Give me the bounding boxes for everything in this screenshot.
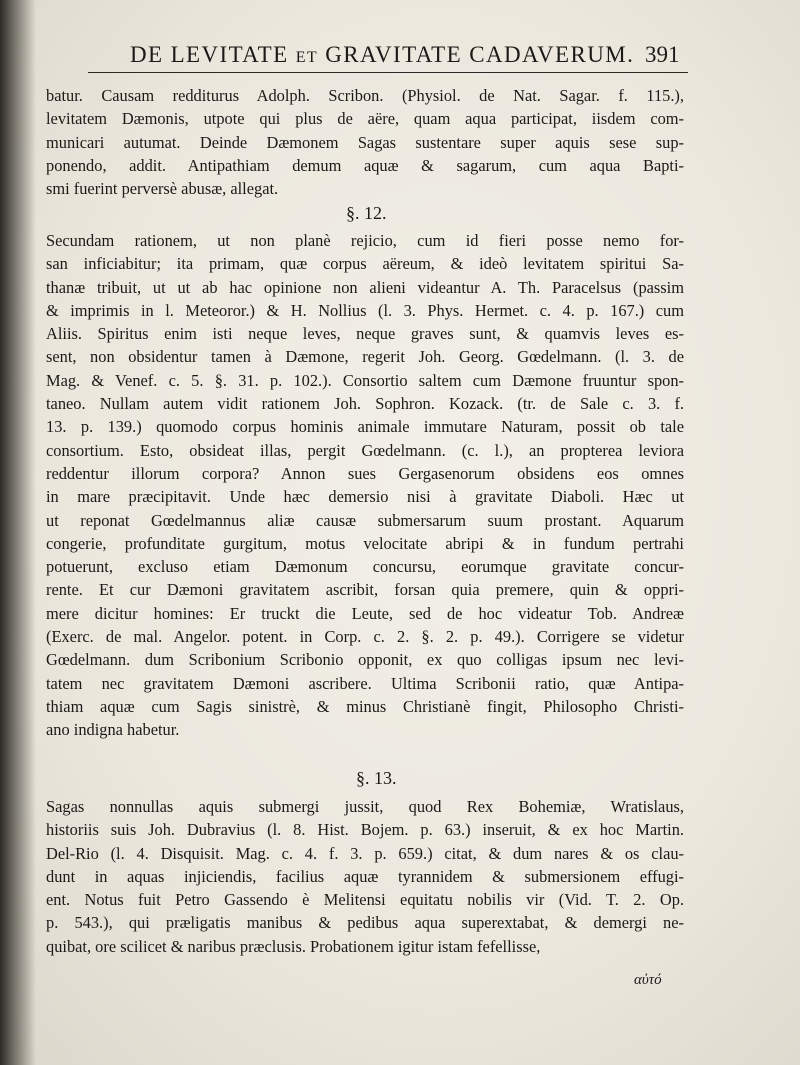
text-line: Mag. & Venef. c. 5. §. 31. p. 102.). Consortio saltem cum Dæmone fruuntur spon- <box>46 370 684 390</box>
text-line: Del-Rio (l. 4. Disquisit. Mag. c. 4. f. 3. p. 659.) citat, & dum nares & os clau- <box>46 843 684 863</box>
catchword: αὐτό <box>634 972 662 988</box>
text-line: rente. Et cur Dæmoni gravitatem ascribit, forsan quia premere, quin & oppri- <box>46 580 684 600</box>
text-line: ponendo, addit. Antipathiam demum aquæ & sagarum, cum aqua Bapti- <box>46 155 684 175</box>
text-line: ent. Notus fuit Petro Gassendo è Melitensi equitatu nobilis vir (Vid. T. 2. Op. <box>46 890 684 910</box>
text-line: tatem nec gravitatem Dæmoni ascribere. Ultima Scribonii ratio, quæ Antipa- <box>46 673 684 693</box>
text-line: potuerunt, excluso etiam Dæmonum concursu, eorumque gravitate concur- <box>46 557 684 577</box>
text-line: & imprimis in l. Meteoror.) & H. Nollius (l. 3. Phys. Hermet. c. 4. p. 167.) cum <box>46 300 684 320</box>
section-13-heading: §. 13. <box>356 768 397 788</box>
running-title-part-a: DE LEVITATE <box>130 42 289 67</box>
text-line: quibat, ore scilicet & naribus præclusis. Probationem igitur istam fefellisse, <box>46 936 541 956</box>
text-line: levitatem Dæmonis, utpote qui plus de aëre, quam aqua participat, iisdem com- <box>46 109 684 129</box>
text-line: historiis suis Joh. Dubravius (l. 8. Hist. Bojem. p. 63.) inseruit, & ex hoc Martin. <box>46 820 684 840</box>
text-line: municari autumat. Deinde Dæmonem Sagas sustentare super aquis sese sup- <box>46 132 684 152</box>
text-line: Gœdelmann. dum Scribonium Scribonio opponit, ex quo colligas ipsum nec levi- <box>46 650 684 670</box>
section-12-heading: §. 12. <box>346 203 387 223</box>
running-title-et: ET <box>295 49 319 66</box>
text-line: ano indigna habetur. <box>46 720 180 740</box>
text-line: 13. p. 139.) quomodo corpus hominis animale immutare Naturam, possit ob tale <box>46 417 684 437</box>
text-line: consortium. Esto, obsideat illas, pergit Gœdelmann. (c. l.), an propterea leviora <box>46 440 684 460</box>
text-line: dunt in aquas injiciendis, facilius aquæ tyrannidem & submersionem effugi- <box>46 866 684 886</box>
paragraph-1 <box>46 84 684 200</box>
text-line: Sagas nonnullas aquis submergi jussit, quod Rex Bohemiæ, Wratislaus, <box>46 797 684 816</box>
page-number: 391 <box>645 42 680 67</box>
running-header <box>88 40 688 73</box>
binding-shadow <box>0 0 36 1065</box>
text-line: thiam aquæ cum Sagis sinistrè, & minus Christianè fingit, Philosopho Christi- <box>46 696 684 716</box>
running-title <box>130 42 634 68</box>
text-line: mere dicitur homines: Er truckt die Leute, sed de hoc videatur Tob. Andreæ <box>46 603 684 623</box>
paragraph-3 <box>46 795 684 958</box>
paragraph-2 <box>46 229 684 742</box>
text-line: p. 543.), qui præligatis manibus & pedibus aqua superextabat, & demergi ne- <box>46 913 684 933</box>
text-line: taneo. Nullam autem vidit rationem Joh. Sophron. Kozack. (tr. de Sale c. 3. f. <box>46 394 684 414</box>
text-line: sent, non obsidentur tamen à Dæmone, regerit Joh. Georg. Gœdelmann. (l. 3. de <box>46 347 684 367</box>
text-line: Secundam rationem, ut non planè rejicio, cum id fieri posse nemo for- <box>46 231 684 250</box>
text-line: (Exerc. de mal. Angelor. potent. in Corp. c. 2. §. 2. p. 49.). Corrigere se videtur <box>46 627 684 647</box>
text-line: Aliis. Spiritus enim isti neque leves, neque graves sunt, & quamvis leves es- <box>46 324 684 344</box>
text-line: congerie, profunditate gurgitum, motus velocitate abripi & in fundum pertrahi <box>46 533 684 553</box>
text-line: ut reponat Gœdelmannus aliæ causæ submersarum suum prostant. Aquarum <box>46 510 684 530</box>
text-line: thanæ tribuit, ut ut ab hac opinione non alieni videantur A. Th. Paracelsus (passim <box>46 277 684 297</box>
text-line: san inficiabitur; ita primam, quæ corpus aëreum, & ideò levitatem spiritui Sa- <box>46 254 684 274</box>
text-line: in mare præcipitavit. Unde hæc demersio nisi à gravitate Diaboli. Hæc ut <box>46 487 684 507</box>
running-title-part-b: GRAVITATE CADAVERUM. <box>325 42 635 67</box>
text-line: batur. Causam redditurus Adolph. Scribon. (Physiol. de Nat. Sagar. f. 115.), <box>46 86 684 105</box>
text-line: reddentur illorum corpora? Annon sues Gergasenorum obsidens eos omnes <box>46 463 684 483</box>
text-line: smi fuerint perversè abusæ, allegat. <box>46 179 279 199</box>
